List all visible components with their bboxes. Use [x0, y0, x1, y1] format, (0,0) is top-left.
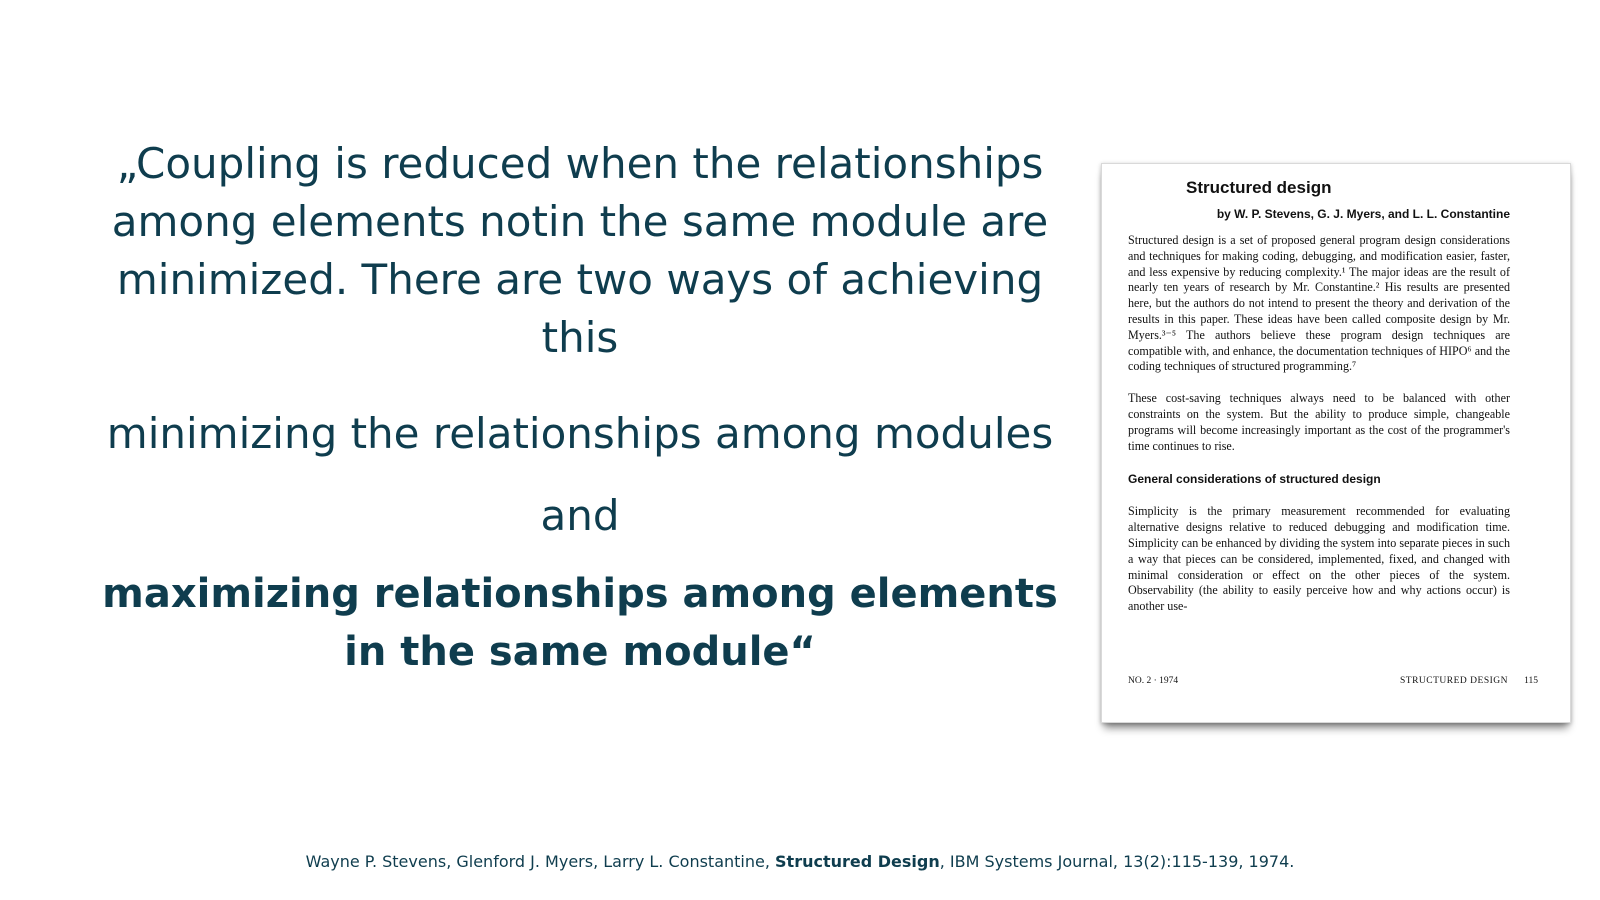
- paper-footer-issue: NO. 2 · 1974: [1128, 676, 1179, 686]
- paper-title: Structured design: [1186, 178, 1332, 197]
- quote-main-text: „Coupling is reduced when the relationships among elements notin the same module are minimized. There are two ways of achieving this: [111, 139, 1049, 362]
- paper-content: [1128, 178, 1510, 631]
- paper-footer-page-number: 115: [1524, 676, 1538, 686]
- citation-authors: Wayne P. Stevens, Glenford J. Myers, Larry L. Constantine,: [305, 852, 770, 871]
- citation: [0, 852, 1600, 871]
- paper-section-heading: General considerations of structured design: [1128, 472, 1381, 487]
- quote-conjunction: and: [540, 491, 620, 540]
- quote-second-way: maximizing relationships among elements in the same module“: [102, 571, 1058, 675]
- paper-paragraph-1: Structured design is a set of proposed general program design considerations and techniques for making coding, debugging, and modification easier, faster, and less expensive by reducing complexity.¹ The major ideas are the result of nearly ten years of research by Mr. Constantine.² His results are presented here, but the authors do not intend to present the theory and derivation of the results in this paper. These ideas have been called composite design by Mr. Myers.³⁻⁵ The authors believe these program design techniques are compatible with, and enhance, the documentation techniques of HIPO⁶ and the coding techniques of structured programming.⁷: [1128, 233, 1510, 374]
- paper-page-image: [1101, 163, 1571, 723]
- quote-first-way: minimizing the relationships among modules: [106, 409, 1054, 458]
- citation-venue: , IBM Systems Journal, 13(2):115-139, 1974.: [939, 852, 1295, 871]
- paper-footer-running-title: STRUCTURED DESIGN: [1400, 676, 1508, 686]
- quote-block: [100, 135, 1060, 681]
- citation-title: Structured Design: [775, 852, 940, 871]
- paper-authors: by W. P. Stevens, G. J. Myers, and L. L. Constantine: [1216, 207, 1510, 221]
- paper-paragraph-2: These cost-saving techniques always need to be balanced with other constraints on the system. But the ability to produce simple, changeable programs will become increasingly important as the cost of the programmer's time continues to rise.: [1128, 391, 1510, 453]
- paper-paragraph-3: Simplicity is the primary measurement recommended for evaluating alternative designs relative to reduced debugging and modification time. Simplicity can be enhanced by dividing the system into separate pieces in such a way that pieces can be considered, implemented, fixed, and changed with minimal consideration or effect on the other pieces of the system. Observability (the ability to easily perceive how and why actions occur) is another use-: [1128, 504, 1510, 614]
